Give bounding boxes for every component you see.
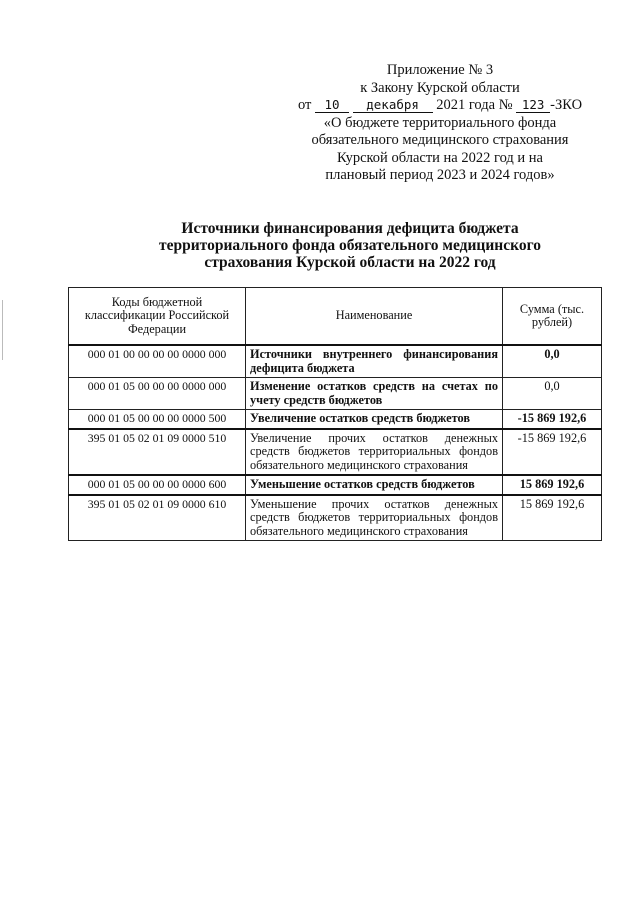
law-suffix: -ЗКО <box>550 97 583 113</box>
title-line-1: Источники финансирования дефицита бюджета <box>181 220 519 237</box>
row-code: 000 01 05 00 00 00 0000 600 <box>69 475 246 495</box>
date-prefix: от <box>297 97 312 113</box>
table-header-row <box>69 288 602 346</box>
appendix-date-line <box>290 97 590 115</box>
table-row <box>69 345 602 378</box>
row-code: 395 01 05 02 01 09 0000 610 <box>69 495 246 541</box>
table-row <box>69 495 602 541</box>
header-sum: Сумма (тыс. рублей) <box>503 288 602 346</box>
row-name: Увеличение остатков средств бюджетов <box>246 410 503 429</box>
row-code: 000 01 05 00 00 00 0000 500 <box>69 410 246 429</box>
date-year: 2021 года № <box>436 97 513 113</box>
appendix-law-title-1: «О бюджете территориального фонда <box>323 114 557 131</box>
title-line-3: страхования Курской области на 2022 год <box>204 254 496 271</box>
table-row <box>69 475 602 495</box>
appendix-header <box>290 62 590 185</box>
handwritten-law-number: 123 <box>516 98 550 113</box>
header-code: Коды бюджетной классификации Российской Федерации <box>69 288 246 346</box>
document-title <box>90 220 610 271</box>
appendix-number: Приложение № 3 <box>386 62 494 78</box>
row-name: Увеличение прочих остатков денежных средств бюджетов территориальных фондов обязательного медицинского страхования <box>246 429 503 476</box>
table-row <box>69 429 602 476</box>
header-name: Наименование <box>246 288 503 346</box>
row-sum: 0,0 <box>503 378 602 410</box>
row-code: 000 01 00 00 00 00 0000 000 <box>69 345 246 378</box>
handwritten-day: 10 <box>315 98 349 113</box>
row-code: 000 01 05 00 00 00 0000 000 <box>69 378 246 410</box>
table-row <box>69 378 602 410</box>
appendix-law-title-4: плановый период 2023 и 2024 годов» <box>325 167 555 183</box>
scan-edge-mark <box>2 300 3 360</box>
row-sum: 15 869 192,6 <box>503 475 602 495</box>
financing-sources-table <box>68 287 602 541</box>
title-line-2: территориального фонда обязательного медицинского <box>159 237 541 254</box>
row-sum: 15 869 192,6 <box>503 495 602 541</box>
row-name: Уменьшение прочих остатков денежных средств бюджетов территориальных фондов обязательного медицинского страхования <box>246 495 503 541</box>
table-row <box>69 410 602 429</box>
row-name: Источники внутреннего финансирования дефицита бюджета <box>246 345 503 378</box>
row-code: 395 01 05 02 01 09 0000 510 <box>69 429 246 476</box>
appendix-law-reference: к Закону Курской области <box>360 79 520 96</box>
row-sum: -15 869 192,6 <box>503 429 602 476</box>
appendix-law-title-3: Курской области на 2022 год и на <box>336 149 543 166</box>
row-name: Уменьшение остатков средств бюджетов <box>246 475 503 495</box>
appendix-law-title-2: обязательного медицинского страхования <box>311 132 569 148</box>
row-sum: -15 869 192,6 <box>503 410 602 429</box>
row-name: Изменение остатков средств на счетах по учету средств бюджетов <box>246 378 503 410</box>
handwritten-month: декабря <box>353 98 433 113</box>
row-sum: 0,0 <box>503 345 602 378</box>
